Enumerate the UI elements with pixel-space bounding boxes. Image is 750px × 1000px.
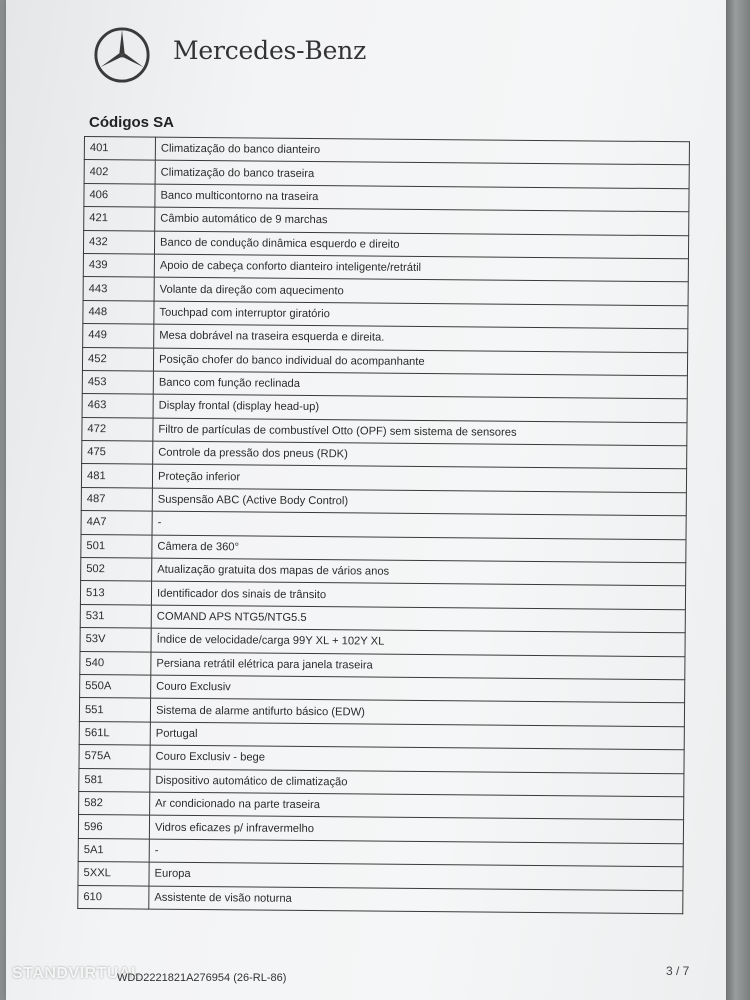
sa-code-cell: 501	[81, 534, 152, 558]
sa-description-cell: Suspensão ABC (Active Body Control)	[152, 488, 686, 516]
sa-code-cell: 406	[84, 183, 155, 207]
sa-code-cell: 402	[84, 160, 155, 184]
brand-name: Mercedes-Benz	[173, 36, 367, 65]
sa-description-cell: -	[149, 839, 683, 867]
sa-code-cell: 575A	[79, 745, 150, 769]
document-code: WDD2221821A276954 (26-RL-86)	[117, 972, 287, 984]
sa-description-cell: Volante da direção com aquecimento	[154, 277, 688, 305]
sa-code-cell: 596	[78, 815, 149, 839]
sa-code-cell: 475	[82, 441, 153, 465]
sa-codes-table	[77, 136, 690, 914]
watermark-logo: STANDVIRTUAL	[12, 965, 142, 982]
sa-description-cell: Controle da pressão dos pneus (RDK)	[153, 441, 687, 469]
sa-code-cell: 610	[78, 885, 149, 909]
sa-description-cell: Assistente de visão noturna	[149, 886, 683, 914]
sa-description-cell: Apoio de cabeça conforto dianteiro inteligente/retrátil	[154, 254, 688, 282]
sa-code-cell: 582	[79, 791, 150, 815]
sa-code-cell: 472	[82, 417, 153, 441]
sa-code-cell: 453	[82, 370, 153, 394]
sa-code-cell: 421	[84, 207, 155, 231]
sa-code-cell: 561L	[79, 721, 150, 745]
sa-description-cell: Europa	[149, 862, 683, 890]
sa-description-cell: Persiana retrátil elétrica para janela traseira	[151, 652, 685, 680]
sa-code-cell: 463	[82, 394, 153, 418]
sa-description-cell: Índice de velocidade/carga 99Y XL + 102Y XL	[151, 628, 685, 656]
sa-code-cell: 513	[80, 581, 151, 605]
sa-code-cell: 551	[79, 698, 150, 722]
background-edge	[726, 0, 750, 1000]
sa-code-cell: 550A	[80, 674, 151, 698]
sa-description-cell: Banco com função reclinada	[153, 371, 687, 399]
sa-code-cell: 432	[83, 230, 154, 254]
sa-description-cell: Banco de condução dinâmica esquerdo e direito	[154, 231, 688, 259]
sa-description-cell: Dispositivo automático de climatização	[150, 769, 684, 797]
sa-description-cell: Climatização do banco traseira	[155, 161, 689, 189]
sa-code-cell: 502	[81, 558, 152, 582]
sa-description-cell: Couro Exclusiv	[151, 675, 685, 703]
sa-description-cell: Climatização do banco dianteiro	[155, 137, 689, 165]
sa-description-cell: Filtro de partículas de combustível Otto (OPF) sem sistema de sensores	[153, 418, 687, 446]
sa-codes-table-body	[78, 137, 690, 914]
sa-code-cell: 487	[81, 487, 152, 511]
sa-code-cell: 4A7	[81, 511, 152, 535]
sa-code-cell: 481	[81, 464, 152, 488]
sa-code-cell: 581	[79, 768, 150, 792]
sa-description-cell: Câmbio automático de 9 marchas	[155, 207, 689, 235]
sa-description-cell: -	[152, 511, 686, 539]
sa-code-cell: 443	[83, 277, 154, 301]
sa-description-cell: Touchpad com interruptor giratório	[154, 301, 688, 329]
sa-code-cell: 53V	[80, 628, 151, 652]
sa-code-cell: 540	[80, 651, 151, 675]
sa-description-cell: Couro Exclusiv - bege	[150, 745, 684, 773]
section-title: Códigos SA	[89, 114, 174, 131]
sa-description-cell: Vidros eficazes p/ infravermelho	[149, 815, 683, 843]
sa-description-cell: Display frontal (display head-up)	[153, 394, 687, 422]
sa-code-cell: 401	[84, 137, 155, 161]
sa-codes-table-wrapper	[77, 136, 690, 914]
sa-code-cell: 5XXL	[78, 862, 149, 886]
sa-description-cell: Proteção inferior	[152, 465, 686, 493]
mercedes-star-icon	[93, 26, 151, 84]
sa-description-cell: Atualização gratuita dos mapas de vários anos	[152, 558, 686, 586]
sa-code-cell: 448	[83, 300, 154, 324]
sa-code-cell: 5A1	[78, 838, 149, 862]
sa-description-cell: COMAND APS NTG5/NTG5.5	[151, 605, 685, 633]
page-number: 3 / 7	[666, 964, 690, 978]
sa-description-cell: Identificador dos sinais de trânsito	[151, 582, 685, 610]
sa-description-cell: Ar condicionado na parte traseira	[150, 792, 684, 820]
sa-description-cell: Banco multicontorno na traseira	[155, 184, 689, 212]
sa-description-cell: Sistema de alarme antifurto básico (EDW)	[150, 698, 684, 726]
sa-description-cell: Posição chofer do banco individual do acompanhante	[153, 348, 687, 376]
sa-description-cell: Câmera de 360°	[152, 535, 686, 563]
table-row	[78, 885, 683, 914]
sa-code-cell: 452	[82, 347, 153, 371]
sa-description-cell: Portugal	[150, 722, 684, 750]
sa-code-cell: 531	[80, 604, 151, 628]
sa-description-cell: Mesa dobrável na traseira esquerda e direita.	[154, 324, 688, 352]
sa-code-cell: 439	[83, 253, 154, 277]
sa-code-cell: 449	[83, 324, 154, 348]
